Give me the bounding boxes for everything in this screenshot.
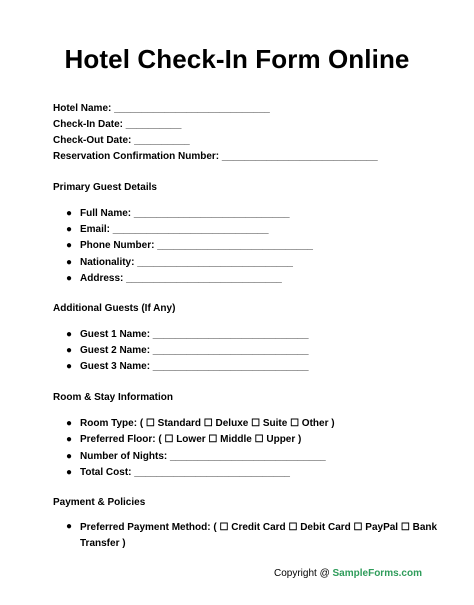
section-heading-additional-guests: Additional Guests (If Any) [53,303,176,314]
address-field: Address: ____________________________ [80,273,282,284]
list-item [66,207,290,221]
list-item [66,360,309,374]
list-item [66,450,326,464]
list-item [66,417,335,431]
check-out-date-field: Check-Out Date: __________ [53,135,190,146]
bullet-icon: ● [66,361,73,372]
total-cost-field: Total Cost: ____________________________ [80,467,290,478]
bullet-icon: ● [66,208,73,219]
guest-2-name-field: Guest 2 Name: ____________________________ [80,345,309,356]
list-item [66,433,301,447]
footer-copyright [274,568,422,579]
bullet-icon: ● [66,329,73,340]
bullet-icon: ● [66,467,73,478]
list-item [66,466,290,480]
bullet-icon: ● [66,451,73,462]
reservation-number-field: Reservation Confirmation Number: ____________________________ [53,151,378,162]
full-name-field: Full Name: ____________________________ [80,208,290,219]
preferred-floor-field: Preferred Floor: ( ☐ Lower ☐ Middle ☐ Upper ) [80,434,302,445]
brand-name: SampleForms.com [332,568,422,579]
nationality-field: Nationality: ____________________________ [80,257,293,268]
list-item [66,223,269,237]
bullet-icon: ● [66,418,73,429]
section-heading-payment: Payment & Policies [53,497,146,508]
guest-3-name-field: Guest 3 Name: ____________________________ [80,361,309,372]
bullet-icon: ● [66,224,73,235]
copyright-text: Copyright @ [274,568,333,579]
room-type-field: Room Type: ( ☐ Standard ☐ Deluxe ☐ Suite ☐ Other ) [80,418,335,429]
email-field: Email: ____________________________ [80,224,269,235]
section-heading-primary-guest: Primary Guest Details [53,182,157,193]
bullet-icon: ● [66,273,73,284]
section-heading-room-stay: Room & Stay Information [53,392,174,403]
bullet-icon: ● [66,345,73,356]
list-item [66,520,440,552]
bullet-icon: ● [66,257,73,268]
bullet-icon: ● [66,240,73,251]
guest-1-name-field: Guest 1 Name: ____________________________ [80,329,309,340]
number-of-nights-field: Number of Nights: ____________________________ [80,451,326,462]
list-item [66,328,309,342]
check-in-date-field: Check-In Date: __________ [53,119,182,130]
list-item [66,344,309,358]
form-title: Hotel Check-In Form Online [64,44,410,74]
payment-method-field: Preferred Payment Method: ( ☐ Credit Card ☐ Debit Card ☐ PayPal ☐ Bank Transfer ) [80,522,438,549]
phone-number-field: Phone Number: ____________________________ [80,240,313,251]
list-item [66,256,293,270]
bullet-icon: ● [66,434,73,445]
list-item [66,272,282,286]
bullet-icon: ● [66,521,73,532]
list-item [66,239,313,253]
hotel-name-field: Hotel Name: ____________________________ [53,103,270,114]
